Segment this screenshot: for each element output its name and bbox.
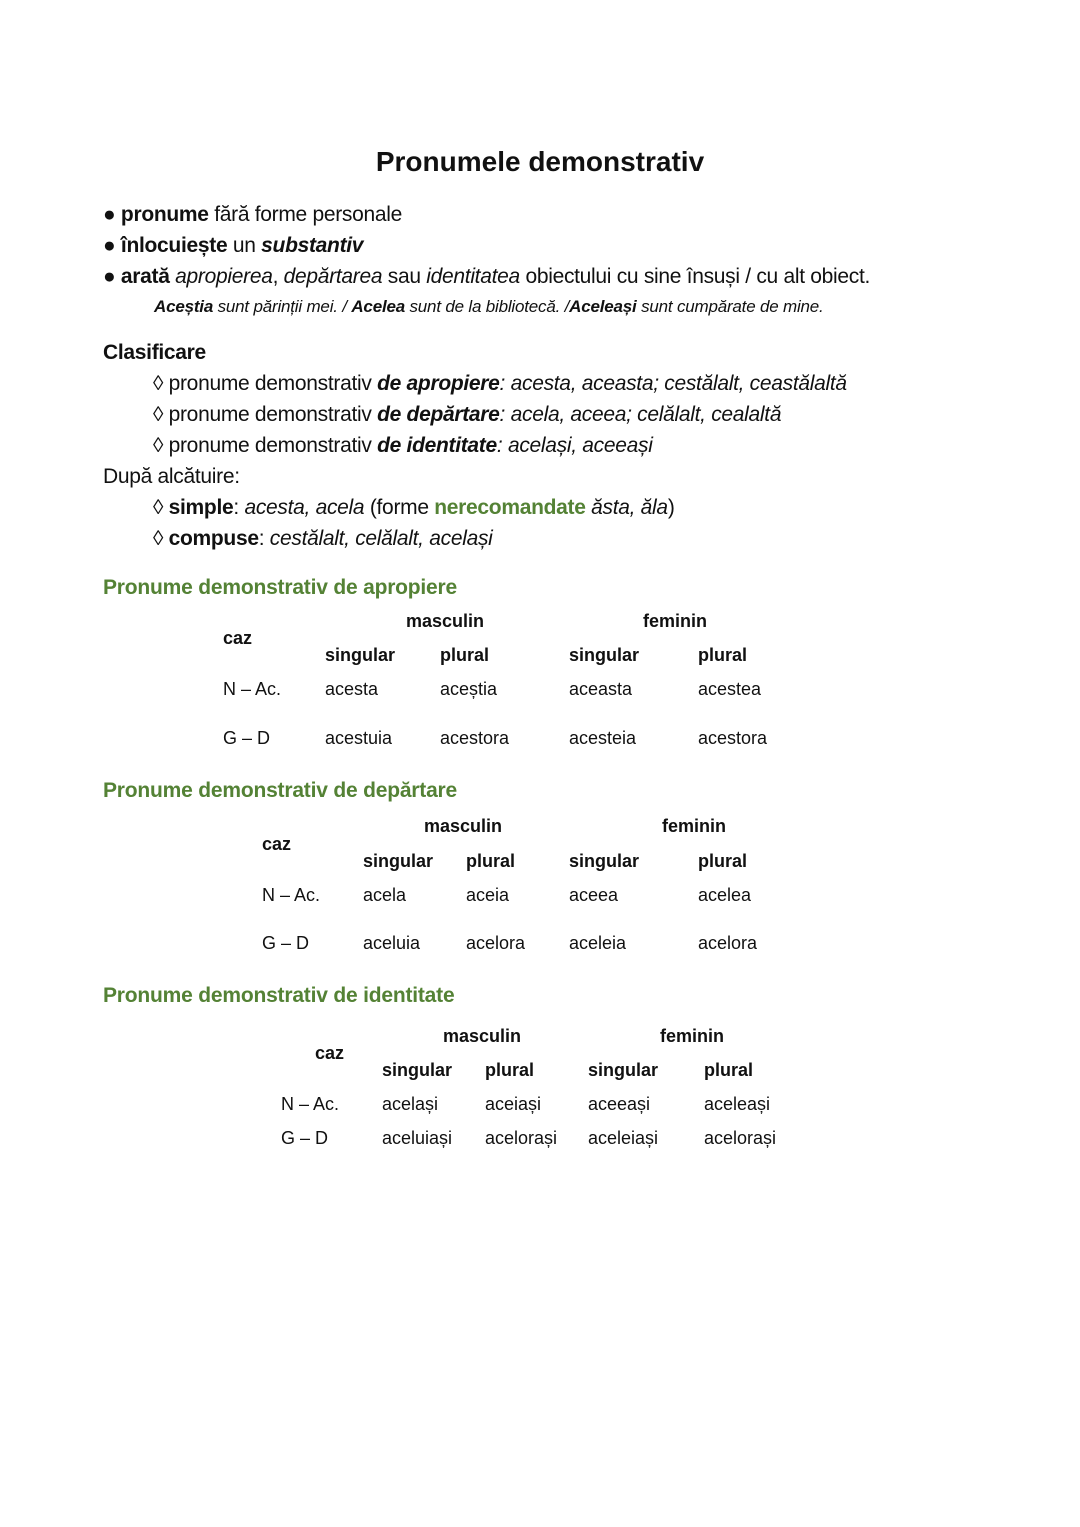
bullet-bold: pronume <box>120 203 209 226</box>
table-header-masculine: masculin <box>423 816 503 836</box>
table-cell-form: aceea <box>569 885 619 905</box>
simple-item <box>153 496 675 520</box>
table-header-number: plural <box>698 851 748 871</box>
table-header-feminine: feminin <box>661 816 727 836</box>
table-cell-form: același <box>382 1094 439 1114</box>
table-header-number: plural <box>698 645 748 665</box>
ex-bold: Aceștia <box>154 297 214 316</box>
table-header-number: plural <box>466 851 516 871</box>
table-section-title: Pronume demonstrativ de depărtare <box>103 779 457 802</box>
table-row-case: G – D <box>223 728 271 748</box>
table-header-feminine: feminin <box>659 1026 725 1046</box>
table-cell-form: aceiași <box>485 1094 542 1114</box>
item-pre: ◊ pronume demonstrativ <box>153 372 378 395</box>
bullet-1: ● pronume fără forme personale <box>103 203 402 226</box>
italic-term: identitatea <box>426 265 520 288</box>
item-pre: ◊ pronume demonstrativ <box>153 403 378 426</box>
table-row-case: G – D <box>281 1128 329 1148</box>
table-row-case: G – D <box>262 933 310 953</box>
table-header-feminine: feminin <box>642 611 708 631</box>
table-cell-form: acestuia <box>325 728 393 748</box>
table-header-case: caz <box>315 1043 345 1063</box>
table-header-case: caz <box>223 628 253 648</box>
green-highlight: nerecomandate <box>434 496 586 519</box>
item-rest: : același, aceeași <box>496 434 653 457</box>
bold: simple <box>168 496 234 519</box>
composition-heading: După alcătuire: <box>103 465 240 488</box>
bullet-text: un <box>227 234 262 257</box>
italic-term: depărtarea <box>283 265 383 288</box>
table-cell-form: acelorași <box>485 1128 558 1148</box>
table-header-number: singular <box>382 1060 453 1080</box>
bullet-text: fără forme personale <box>208 203 402 226</box>
table-cell-form: aceleași <box>704 1094 771 1114</box>
colon: : <box>233 496 245 519</box>
ex-text: sunt părinții mei. / <box>213 297 352 316</box>
bullet-3: ● arată apropierea, depărtarea sau identitatea obiectului cu sine însuși / cu alt obiect. <box>103 265 871 288</box>
table-header-number: singular <box>325 645 396 665</box>
table-cell-form: aceia <box>466 885 510 905</box>
table-cell-form: aceștia <box>440 679 498 699</box>
example-sentence <box>154 297 824 317</box>
table-cell-form: aceluia <box>363 933 421 953</box>
pre: ◊ <box>153 527 169 550</box>
table-cell-form: acestora <box>440 728 510 748</box>
classification-item <box>153 403 781 427</box>
table-header-number: plural <box>485 1060 535 1080</box>
ex-text: sunt cumpărate de mine. <box>636 297 824 316</box>
classification-item <box>153 434 653 458</box>
table-cell-form: acesteia <box>569 728 637 748</box>
table-cell-form: aceeași <box>588 1094 651 1114</box>
text: sau <box>382 265 427 288</box>
table-cell-form: acelora <box>466 933 526 953</box>
table-header-number: singular <box>569 851 640 871</box>
table-cell-form: acela <box>363 885 407 905</box>
text: (forme <box>364 496 435 519</box>
ex-bold: Acelea <box>351 297 405 316</box>
table-header-number: singular <box>569 645 640 665</box>
item-bold: de depărtare <box>377 403 500 426</box>
table-header-masculine: masculin <box>405 611 485 631</box>
table-section-title: Pronume demonstrativ de apropiere <box>103 576 457 599</box>
bullet-2: ● înlocuiește un substantiv <box>103 234 364 257</box>
italic-term: apropierea <box>169 265 273 288</box>
bullet-bold: arată <box>120 265 170 288</box>
table-header-masculine: masculin <box>442 1026 522 1046</box>
table-row-case: N – Ac. <box>262 885 321 905</box>
table-header-number: singular <box>363 851 434 871</box>
text: ) <box>667 496 675 519</box>
bullet-bold-italic: substantiv <box>261 234 364 257</box>
italic: acesta, acela <box>244 496 365 519</box>
text: , <box>272 265 284 288</box>
item-bold: de identitate <box>377 434 497 457</box>
pre: ◊ <box>153 496 169 519</box>
table-row-case: N – Ac. <box>223 679 282 699</box>
table-header-case: caz <box>262 834 292 854</box>
ex-text: sunt de la bibliotecă. / <box>404 297 570 316</box>
item-bold: de apropiere <box>377 372 500 395</box>
classification-heading: Clasificare <box>103 341 206 364</box>
item-pre: ◊ pronume demonstrativ <box>153 434 378 457</box>
table-cell-form: acelorași <box>704 1128 777 1148</box>
bold: compuse <box>168 527 259 550</box>
bullet-bold: înlocuiește <box>120 234 228 257</box>
table-header-number: plural <box>704 1060 754 1080</box>
page-title: Pronumele demonstrativ <box>375 146 705 177</box>
ex-bold: Aceleași <box>569 297 637 316</box>
table-header-number: singular <box>588 1060 659 1080</box>
table-cell-form: acesta <box>325 679 379 699</box>
item-rest: : acesta, aceasta; cestălalt, ceastălaltă <box>499 372 847 395</box>
table-section-title: Pronume demonstrativ de identitate <box>103 984 455 1007</box>
italic: ăsta, ăla <box>585 496 668 519</box>
item-rest: : acela, aceea; celălalt, cealaltă <box>499 403 782 426</box>
table-cell-form: acestora <box>698 728 768 748</box>
table-cell-form: aceluiași <box>382 1128 453 1148</box>
colon: : <box>258 527 270 550</box>
table-row-case: N – Ac. <box>281 1094 340 1114</box>
text: obiectului cu sine însuși / cu alt obiect. <box>519 265 871 288</box>
table-cell-form: aceleiași <box>588 1128 659 1148</box>
table-cell-form: aceasta <box>569 679 633 699</box>
table-header-number: plural <box>440 645 490 665</box>
classification-item <box>153 372 847 396</box>
italic: cestălalt, celălalt, același <box>269 527 493 550</box>
table-cell-form: acelora <box>698 933 758 953</box>
table-cell-form: acestea <box>698 679 762 699</box>
table-cell-form: aceleia <box>569 933 627 953</box>
compuse-item <box>153 527 493 551</box>
table-cell-form: acelea <box>698 885 752 905</box>
